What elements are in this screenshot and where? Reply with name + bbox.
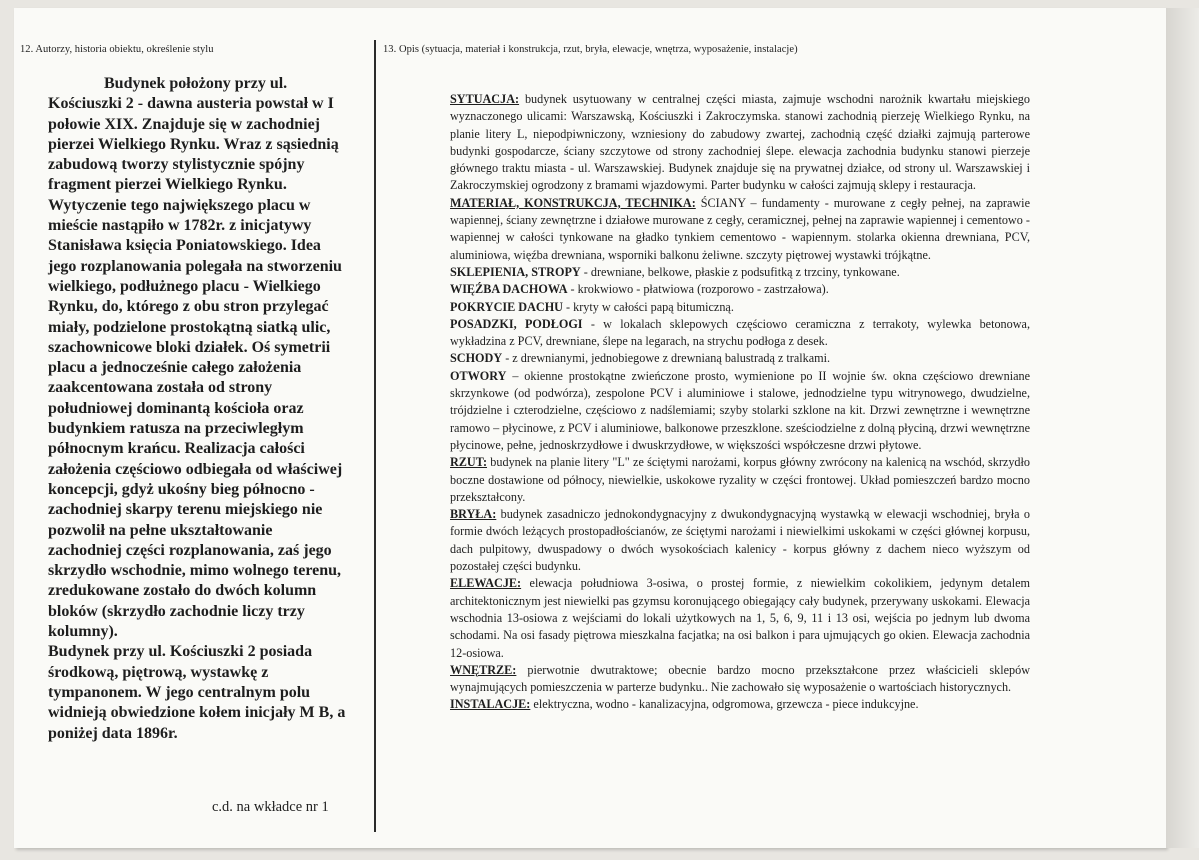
section-text: – okienne prostokątne zwieńczone prosto, wymienione po II wojnie św. okna częściowo drewniane skrzynkowe (od podwórza), zespolone PCV i aluminiowe i stalowe, jednodzielne typu witrynowego, dwudzielne, trójdzielne i czterodzielne, częściowo z nadślemiami; szyby stolarki szklone na kit. Drzwi zewnętrzne i wewnętrzne ramowo – płycinowe, z PCV i aluminiowe, balkonowe przeszklone. sześciodzielne z dolną płyciną, drzwi wewnętrzne płycinowe, pełne, jednoskrzydłowe i dwuskrzydłowe, w większości współczesne drzwi płytowe.: [450, 368, 1030, 452]
section-material: [450, 195, 1030, 264]
section-text: elektryczna, wodno - kanalizacyjna, odgromowa, grzewcza - piece indukcyjne.: [530, 697, 919, 712]
section-text: - kryty w całości papą bitumiczną.: [562, 299, 734, 314]
section-posadzki: [450, 316, 1030, 351]
section-text: elewacja południowa 3-osiwa, o prostej formie, z niewielkim cokolikiem, jedynym detalem architektonicznym jest niewielki pas gzymsu koronującego obiegający cały budynek, przerywany uskokami. Elewacja wschodnia 13-osiowa z wejściami do lokali użytkowych na 1, 5, 6, 9, 11 i 13 osi, wejścia po jednym lub dwoma schodami. Na osi fasady piętrowa mieszkalna facjatka; na osi balkon i para ujmujących go okien. Elewacja zachodnia 12-osiowa.: [450, 576, 1030, 660]
section-label: MATERIAŁ, KONSTRUKCJA, TECHNIKA:: [450, 195, 696, 210]
continuation-note: c.d. na wkładce nr 1: [212, 799, 329, 815]
section-text: - z drewnianymi, jednobiegowe z drewnianą balustradą z tralkami.: [502, 351, 831, 366]
section-text: - drewniane, belkowe, płaskie z podsufitką z trzciny, tynkowane.: [580, 264, 900, 279]
section-wiezba: [450, 281, 1030, 298]
section-wnetrze: [450, 662, 1030, 697]
section-instalacje: [450, 696, 1030, 713]
section-text: budynek zasadniczo jednokondygnacyjny z dwukondygnacyjną wystawką w elewacji wschodniej, bryła o formie dwóch leżących prostopadłościanów, ze ściętymi narożami i niewielkimi uskokami w części głównej korpusu, dach pulpitowy, dwuspadowy o dwóch wysokościach kalenicy - korpus główny z dachem nieco wyższym od pozostałej części budynku.: [450, 507, 1030, 574]
section-label: WNĘTRZE:: [450, 662, 517, 677]
section-text: - w lokalach sklepowych częściowo ceramiczna z terrakoty, wylewka betonowa, wykładzina z PCV, drewniane, ślepe na legarach, na strychu podłoga z desek.: [450, 316, 1030, 349]
section-label: SKLEPIENIA, STROPY: [450, 264, 581, 279]
section-sytuacja: [450, 91, 1030, 195]
section-pokrycie: [450, 299, 1030, 316]
section-label: WIĘŹBA DACHOWA: [450, 282, 568, 297]
section-text: ŚCIANY – fundamenty - murowane z cegły pełnej, na zaprawie wapiennej, ściany zewnętrzne i działowe murowane z cegły, ceramicznej, pełnej na zaprawie wapiennej i cementowo - wapiennej w całości tynkowane na gładko tynkiem cementowo - wapiennym. stolarka okienna drewniana, PCV, aluminiowa, więźba drewniana, wsporniki balkonu żeliwne. szczyty piętrowej wystawki trójkątne.: [450, 195, 1030, 262]
section-label: POKRYCIE DACHU: [450, 299, 563, 314]
section-schody: [450, 350, 1030, 367]
section-label: INSTALACJE:: [450, 697, 531, 712]
section-label: RZUT:: [450, 455, 488, 470]
section-bryla: [450, 506, 1030, 575]
section-label: BRYŁA:: [450, 507, 497, 522]
section-otwory: [450, 368, 1030, 454]
description-column: [450, 91, 1030, 714]
history-paragraph-2: Budynek przy ul. Kościuszki 2 posiada środkową, piętrową, wystawkę z tympanonem. W jego centralnym polu widnieją obwiedzione kołem inicjały M B, a poniżej data 1896r.: [48, 643, 346, 742]
section-elewacje: [450, 575, 1030, 661]
section-label: SYTUACJA:: [450, 92, 520, 106]
column-divider: [374, 40, 376, 832]
section-header-12: 12. Autorzy, historia obiektu, określenie stylu: [20, 44, 214, 55]
section-text: - krokwiowo - płatwiowa (rozporowo - zastrzałowa).: [567, 282, 829, 297]
section-text: pierwotnie dwutraktowe; obecnie bardzo mocno przekształcone przez właścicieli sklepów wynajmujących pomieszczenia w parterze budynku.. Nie zachowało się wyposażenie o wartościach historycznych.: [450, 662, 1030, 695]
section-text: budynek usytuowany w centralnej części miasta, zajmuje wschodni narożnik kwartału miejskiego wyznaczonego ulicami: Warszawską, Kościuszki i Zakroczymska. stanowi zachodnią pierzeję Wielkiego Rynku, na planie litery L, niepodpiwniczony, wzniesiony do zabudowy zwartej, zachodnią część działki zajmują parterowe budynki gospodarcze, ściany szczytowe od strony zachodniej ślepe. elewacja zachodnia budynku stanowi pierzeje głównego traktu miasta - ul. Warszawskiej. Budynek znajduje się na prywatnej działce, od strony ul. Warszawskiej i Zakroczymskiej ogrodzony z bramami wjazdowymi. Parter budynku w całości zajmują sklepy i restauracja.: [450, 92, 1030, 193]
section-sklepienia: [450, 264, 1030, 281]
section-header-13: 13. Opis (sytuacja, materiał i konstrukcja, rzut, bryła, elewacje, wnętrza, wyposażenie, instalacje): [383, 44, 798, 55]
section-text: budynek na planie litery "L" ze ściętymi narożami, korpus główny zwrócony na kalenicą na wschód, skrzydło boczne dostawione od północy, niewielkie, uskokowe ryzality w części frontowej. Układ pomieszczeń bardzo mocno przekształcony.: [450, 455, 1030, 504]
section-label: OTWORY: [450, 368, 507, 383]
history-column: [48, 74, 348, 744]
history-paragraph-1: Budynek położony przy ul. Kościuszki 2 - dawna austeria powstał w I połowie XIX. Znajduje się w zachodniej pierzei Wielkiego Rynku. Wraz z sąsiednią zabudową tworzy stylistycznie spójny fragment pierzei Wielkiego Rynku. Wytyczenie tego największego placu w mieście nastąpiło w 1782r. z inicjatywy Stanisława księcia Poniatowskiego. Idea jego rozplanowania polegała na stworzeniu wielkiego, podłużnego placu - Wielkiego Rynku, do, którego z obu stron przylegać miały, podzielone prostokątną siatką ulic, szachownicowe bloki działek. Oś symetrii placu a jednocześnie całego założenia zaakcentowana została od strony południowej dominantą kościoła oraz budynkiem ratusza na przeciwległym północnym krańcu. Realizacja całości założenia częściowo odbiegała od właściwej koncepcji, gdyż ukośny bieg północno - zachodniej skarpy terenu miejskiego nie pozwolił na pełne ukształtowanie zachodniej części rozplanowania, zaś jego skrzydło wschodnie, mimo wolnego terenu, zredukowane zostało do dwóch kolumn bloków (skrzydło zachodnie liczy trzy kolumny).: [48, 75, 343, 641]
page-edge: [1166, 8, 1199, 848]
section-label: ELEWACJE:: [450, 576, 522, 591]
section-label: SCHODY: [450, 351, 503, 366]
section-rzut: [450, 454, 1030, 506]
section-label: POSADZKI, PODŁOGI: [450, 316, 583, 331]
